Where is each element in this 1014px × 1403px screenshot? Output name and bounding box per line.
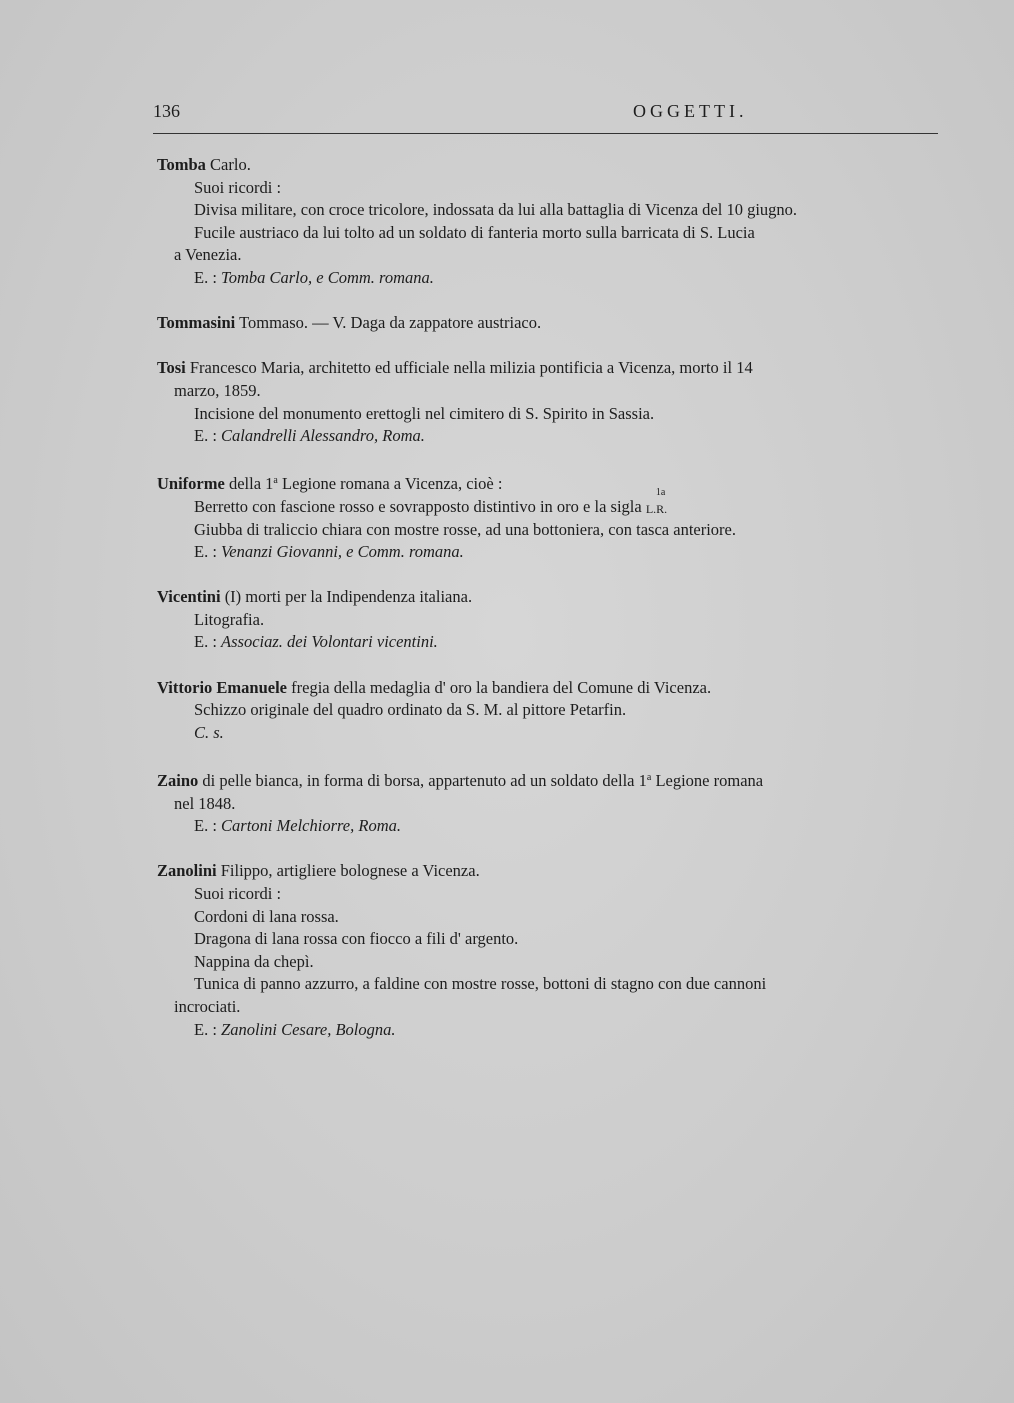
ordinal-superscript: a — [273, 475, 278, 487]
entry-text: Berretto con fascione rosso e sovrapposto distintivo in oro e la sigla — [194, 496, 646, 516]
entry-source: Venanzi Giovanni, e Comm. romana. — [221, 542, 464, 562]
entry-text: Suoi ricordi : — [194, 884, 282, 903]
entry-text: della 1 — [224, 474, 274, 494]
entry-heading: Vittorio Emanuele — [157, 677, 287, 697]
entry-text: nel 1848. — [174, 793, 236, 813]
entry-text: Suoi ricordi : — [194, 177, 282, 197]
legion-sigla — [645, 486, 684, 516]
entry-text: Tommaso. — V. Daga da zappatore austriaco. — [235, 313, 542, 333]
sigla-bottom: L.R. — [645, 501, 668, 516]
source-prefix: E. : — [194, 542, 222, 562]
entry-text: Litografia. — [194, 609, 265, 629]
entry-text: Fucile austriaco da lui tolto ad un soldato di fanteria morto sulla barricata di S. Lucia — [194, 222, 755, 242]
entry-tommasini — [157, 312, 941, 335]
entry-text: Legione romana — [651, 771, 764, 791]
entry-text: Dragona di lana rossa con fiocco a fili d' argento. — [194, 929, 519, 949]
entry-text: incrociati. — [174, 996, 241, 1016]
sigla-top: 1a — [655, 486, 666, 498]
entry-source: Calandrelli Alessandro, Roma. — [221, 426, 425, 446]
entry-text: Incisione del monumento erettogli nel cimitero di S. Spirito in Sassia. — [194, 403, 655, 423]
entry-heading: Tosi — [157, 358, 186, 378]
entry-text: marzo, 1859. — [174, 380, 261, 400]
entry-text: Francesco Maria, architetto ed ufficiale nella milizia pontificia a Vicenza, morto il 14 — [185, 358, 753, 378]
entry-text: Giubba di traliccio chiara con mostre rosse, ad una bottoniera, con tasca anteriore. — [194, 519, 736, 539]
entry-heading: Tommasini — [157, 313, 236, 333]
page-body — [157, 154, 941, 1064]
entry-zaino — [157, 767, 941, 838]
entry-text: (I) morti per la Indipendenza italiana. — [220, 587, 473, 607]
entry-heading: Tomba — [157, 155, 206, 174]
ordinal-superscript: a — [646, 772, 652, 784]
entry-text: Legione romana a Vicenza, cioè : — [277, 474, 503, 494]
entry-text: Divisa militare, con croce tricolore, indossata da lui alla battaglia di Vicenza del 10 giugno. — [194, 200, 798, 220]
source-prefix: E. : — [194, 1019, 222, 1039]
entry-source: Tomba Carlo, e Comm. romana. — [221, 267, 434, 287]
entry-zanolini — [157, 860, 941, 1041]
source-prefix: E. : — [194, 816, 222, 836]
entry-text: Nappina da chepì. — [194, 951, 314, 971]
entry-text: Carlo. — [205, 155, 251, 174]
header-rule — [153, 133, 938, 134]
source-prefix: E. : — [194, 267, 222, 287]
entry-text: di pelle bianca, in forma di borsa, appartenuto ad un soldato della 1 — [198, 771, 647, 791]
entry-source: Cartoni Melchiorre, Roma. — [221, 816, 401, 836]
entry-tosi — [157, 357, 941, 447]
entry-heading: Vicentini — [157, 587, 221, 607]
source-prefix: E. : — [194, 426, 222, 446]
entry-text: Tunica di panno azzurro, a faldine con mostre rosse, bottoni di stagno con due cannoni — [194, 974, 767, 994]
entry-heading: Zaino — [157, 771, 199, 791]
entry-text: a Venezia. — [174, 245, 242, 265]
entry-tomba — [157, 154, 941, 290]
entry-heading: Zanolini — [157, 861, 217, 881]
entry-text: fregia della medaglia d' oro la bandiera del Comune di Vicenza. — [287, 677, 712, 697]
entry-text: Filippo, artigliere bolognese a Vicenza. — [216, 861, 480, 881]
entry-vittorio-emanuele — [157, 677, 941, 745]
entry-text: Schizzo originale del quadro ordinato da S. M. al pittore Petarfin. — [194, 700, 627, 720]
entry-source: C. s. — [194, 722, 224, 742]
source-prefix: E. : — [194, 632, 222, 652]
entry-uniforme — [157, 470, 941, 563]
entry-source: Zanolini Cesare, Bologna. — [221, 1019, 396, 1039]
page-header — [153, 101, 938, 131]
running-title: OGGETTI. — [633, 101, 748, 121]
page-number: 136 — [153, 101, 180, 121]
entry-source: Associaz. dei Volontari vicentini. — [221, 632, 438, 652]
entry-text: Cordoni di lana rossa. — [194, 906, 339, 926]
entry-vicentini — [157, 586, 941, 654]
entry-heading: Uniforme — [157, 474, 225, 494]
